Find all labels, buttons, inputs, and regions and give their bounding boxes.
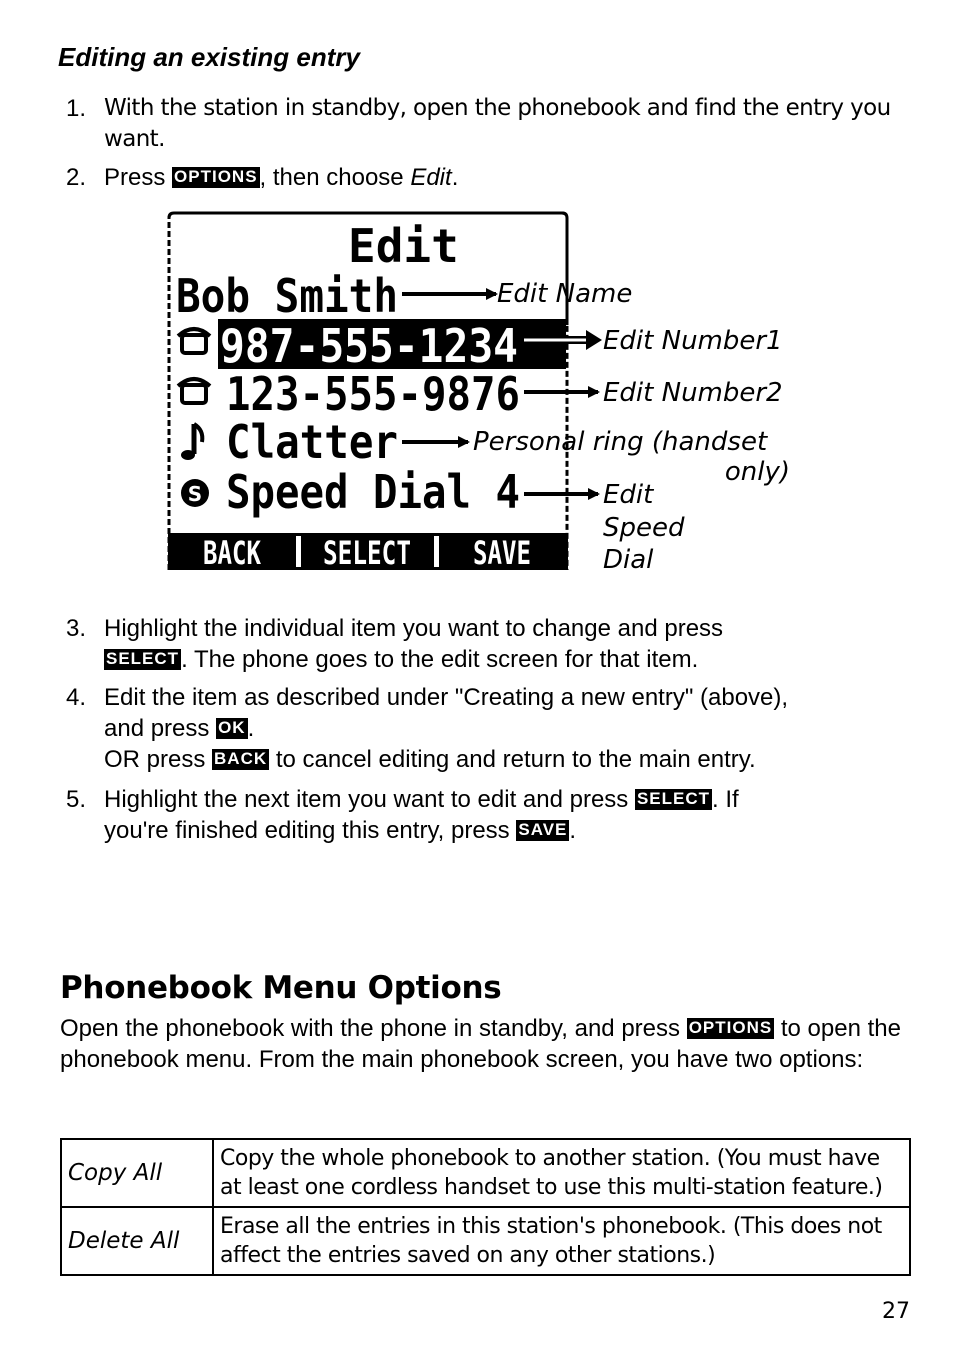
callout-speed-line2: Speed	[603, 513, 685, 543]
menu-options-heading: Phonebook Menu Options	[60, 970, 502, 1006]
entry-number-1[interactable]: 987-555-1234	[220, 319, 518, 373]
options-key: OPTIONS	[688, 1018, 773, 1037]
step-text: Highlight the next item you want to edit and press SELECT. If you're finished editing this entry, press SAVE.	[104, 786, 739, 844]
step-text: Highlight the individual item you want to change and press SELECT. The phone goes to the edit screen for that item.	[104, 615, 724, 673]
screen-title: Edit	[348, 219, 459, 273]
callout-edit-name: Edit Name	[497, 279, 633, 309]
svg-text:S: S	[187, 482, 203, 506]
softkey-save[interactable]: SAVE	[473, 534, 531, 572]
options-key: OPTIONS	[174, 167, 258, 186]
select-key: SELECT	[106, 649, 180, 668]
softkey-divider	[296, 536, 301, 567]
speed-dial-icon	[181, 479, 209, 507]
step-number: 1.	[66, 95, 87, 122]
arrow	[586, 330, 602, 350]
step-text: Edit the item as described under "Creating a new entry" (above), and press OK. OR press BACK to cancel editing and return to the main entry.	[104, 684, 789, 773]
callout-speed-line3: Dial	[603, 545, 654, 575]
step-number: 2.	[66, 164, 87, 191]
option-description: Erase all the entries in this station's phonebook. (This does not affect the entries saved on any other stations.)	[213, 1207, 910, 1275]
page-number: 27	[882, 1299, 910, 1324]
option-name: Delete All	[61, 1207, 213, 1275]
back-key: BACK	[214, 749, 268, 768]
entry-ring[interactable]: Clatter	[226, 415, 398, 469]
entry-number-2[interactable]: 123-555-9876	[226, 367, 520, 421]
ok-key: OK	[218, 718, 246, 737]
menu-intro: Open the phonebook with the phone in standby, and press OPTIONS to open the phonebook menu. From the main phonebook screen, you have two options:	[60, 1015, 901, 1073]
callout-ring-line1: Personal ring (handset	[473, 427, 768, 457]
step-text: With the station in standby, open the phonebook and find the entry you want.	[104, 95, 891, 152]
table-row	[61, 1207, 910, 1275]
step-text: Press OPTIONS, then choose Edit.	[104, 164, 459, 191]
handset-screen-illustration	[166, 210, 806, 580]
telephone-icon	[178, 379, 210, 403]
step-number: 3.	[66, 615, 87, 642]
softkey-divider	[434, 536, 439, 567]
callout-edit-number1: Edit Number1	[603, 326, 783, 356]
entry-speed-dial[interactable]: Speed Dial 4	[226, 465, 520, 519]
select-key: SELECT	[636, 789, 711, 808]
telephone-icon	[178, 329, 210, 353]
callout-ring-line2: only)	[724, 457, 790, 487]
entry-name: Bob Smith	[176, 269, 398, 323]
callout-speed-line1: Edit	[603, 480, 654, 510]
option-name: Copy All	[61, 1139, 213, 1207]
callout-edit-number2: Edit Number2	[603, 378, 783, 408]
screen-svg	[166, 210, 806, 580]
option-description: Copy the whole phonebook to another station. (You must have at least one cordless handset to use this multi-station feature.)	[213, 1139, 910, 1207]
table-row	[61, 1139, 910, 1207]
music-note-icon	[181, 424, 202, 460]
step-number: 4.	[66, 684, 87, 711]
options-table	[60, 1138, 911, 1276]
save-key: SAVE	[518, 820, 568, 839]
softkey-back[interactable]: BACK	[203, 534, 262, 572]
step-number: 5.	[66, 786, 87, 813]
section-heading: Editing an existing entry	[58, 42, 360, 72]
softkey-select[interactable]: SELECT	[323, 534, 411, 572]
